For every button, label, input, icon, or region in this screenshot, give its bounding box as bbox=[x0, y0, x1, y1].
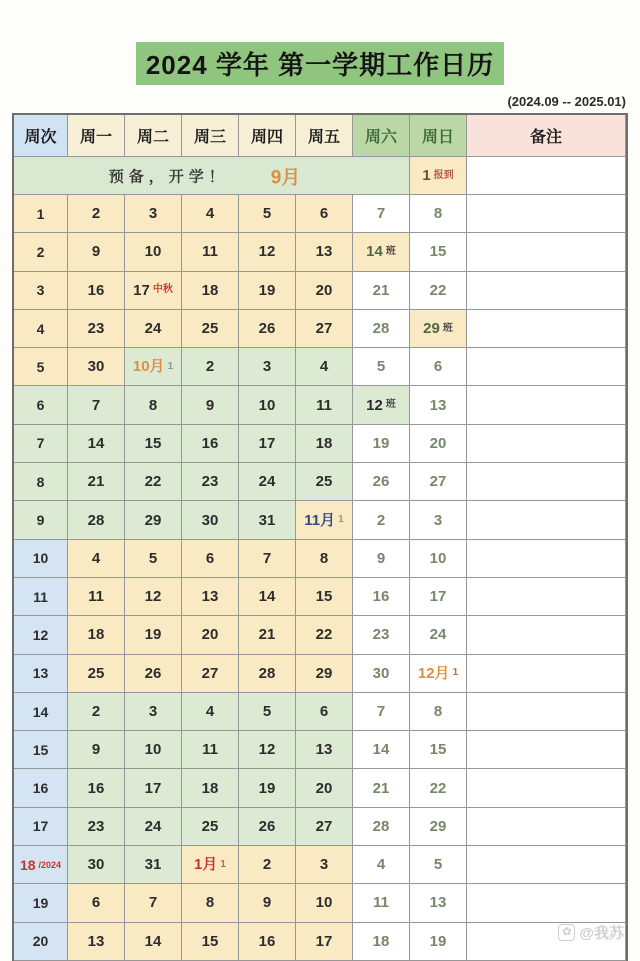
day-cell: 28 bbox=[68, 501, 125, 539]
day-cell: 31 bbox=[239, 501, 296, 539]
day-header-5: 周五 bbox=[296, 115, 353, 157]
work-calendar-table bbox=[12, 113, 628, 961]
day-cell: 3 bbox=[410, 501, 467, 539]
day-cell: 14 bbox=[125, 923, 182, 961]
day-cell: 2 bbox=[182, 348, 239, 386]
day-cell: 28 bbox=[353, 808, 410, 846]
watermark bbox=[558, 922, 624, 943]
day-cell: 3 bbox=[239, 348, 296, 386]
day-cell: 3 bbox=[125, 693, 182, 731]
note-cell bbox=[467, 348, 626, 386]
day-cell: 19 bbox=[125, 616, 182, 654]
day-cell: 29 班 bbox=[410, 310, 467, 348]
day-cell: 8 bbox=[410, 693, 467, 731]
day-cell: 15 bbox=[125, 425, 182, 463]
day-cell: 19 bbox=[239, 769, 296, 807]
note-cell bbox=[467, 310, 626, 348]
day-cell: 17 bbox=[239, 425, 296, 463]
note-cell bbox=[467, 463, 626, 501]
day-cell: 16 bbox=[68, 769, 125, 807]
day-cell: 8 bbox=[296, 540, 353, 578]
note-cell bbox=[467, 386, 626, 424]
day-cell: 18 bbox=[68, 616, 125, 654]
day-header-7: 周日 bbox=[410, 115, 467, 157]
day-cell: 7 bbox=[353, 195, 410, 233]
week-number-cell: 12 bbox=[14, 616, 68, 654]
day-cell: 25 bbox=[68, 655, 125, 693]
week-number-cell: 17 bbox=[14, 808, 68, 846]
day-cell: 20 bbox=[410, 425, 467, 463]
date-range-subtitle: (2024.09 -- 2025.01) bbox=[507, 94, 626, 109]
note-cell bbox=[467, 157, 626, 195]
day-cell: 2 bbox=[68, 693, 125, 731]
day-cell: 12 班 bbox=[353, 386, 410, 424]
day-cell: 6 bbox=[182, 540, 239, 578]
day-cell: 21 bbox=[353, 272, 410, 310]
day-cell: 29 bbox=[410, 808, 467, 846]
day-cell: 10 bbox=[410, 540, 467, 578]
day-cell: 22 bbox=[296, 616, 353, 654]
day-cell: 20 bbox=[296, 769, 353, 807]
day-cell: 17 bbox=[125, 769, 182, 807]
day-cell: 30 bbox=[182, 501, 239, 539]
day-cell: 9 bbox=[68, 233, 125, 271]
day-cell: 13 bbox=[410, 386, 467, 424]
day-cell: 14 bbox=[68, 425, 125, 463]
note-cell bbox=[467, 693, 626, 731]
day-cell: 17 bbox=[296, 923, 353, 961]
day-cell: 29 bbox=[296, 655, 353, 693]
paw-logo-icon: ✿ bbox=[558, 924, 575, 941]
day-cell: 21 bbox=[353, 769, 410, 807]
day-cell: 10 bbox=[125, 731, 182, 769]
note-cell bbox=[467, 655, 626, 693]
note-cell bbox=[467, 540, 626, 578]
day-cell: 11 bbox=[296, 386, 353, 424]
day-cell: 27 bbox=[410, 463, 467, 501]
day-cell: 6 bbox=[68, 884, 125, 922]
week-number-cell: 14 bbox=[14, 693, 68, 731]
week-number-cell: 5 bbox=[14, 348, 68, 386]
week-number-cell: 15 bbox=[14, 731, 68, 769]
day-cell: 23 bbox=[353, 616, 410, 654]
note-cell bbox=[467, 731, 626, 769]
day-cell: 23 bbox=[182, 463, 239, 501]
day-cell: 6 bbox=[296, 693, 353, 731]
week-year-sub: /2024 bbox=[38, 859, 62, 870]
day-cell: 24 bbox=[125, 310, 182, 348]
day-cell: 4 bbox=[296, 348, 353, 386]
day-cell: 16 bbox=[239, 923, 296, 961]
day-cell: 13 bbox=[68, 923, 125, 961]
week-number-cell: 3 bbox=[14, 272, 68, 310]
day-cell: 30 bbox=[68, 846, 125, 884]
week-number-cell: 7 bbox=[14, 425, 68, 463]
day-cell: 4 bbox=[182, 693, 239, 731]
day-header-1: 周一 bbox=[68, 115, 125, 157]
month-banner-cell: 预备，开学！ 9月 bbox=[14, 157, 410, 195]
day-cell: 24 bbox=[410, 616, 467, 654]
day-cell: 18 bbox=[296, 425, 353, 463]
day-cell: 16 bbox=[353, 578, 410, 616]
day-cell: 25 bbox=[182, 808, 239, 846]
day-cell: 24 bbox=[239, 463, 296, 501]
day-cell: 15 bbox=[296, 578, 353, 616]
week-number-cell: 1 bbox=[14, 195, 68, 233]
day-cell: 6 bbox=[296, 195, 353, 233]
title-bar bbox=[0, 42, 640, 85]
day-cell: 2 bbox=[68, 195, 125, 233]
day-cell: 7 bbox=[239, 540, 296, 578]
day-header-6: 周六 bbox=[353, 115, 410, 157]
day-cell: 10 bbox=[239, 386, 296, 424]
day-cell: 1月 1 bbox=[182, 846, 239, 884]
day-cell: 11 bbox=[182, 233, 239, 271]
day-cell: 26 bbox=[239, 808, 296, 846]
day-cell: 2 bbox=[239, 846, 296, 884]
day-cell: 16 bbox=[182, 425, 239, 463]
week-number-cell: 18 /2024 bbox=[14, 846, 68, 884]
day-cell: 19 bbox=[410, 923, 467, 961]
week-number-cell: 2 bbox=[14, 233, 68, 271]
day-cell: 4 bbox=[68, 540, 125, 578]
day-cell: 7 bbox=[125, 884, 182, 922]
day-cell: 30 bbox=[353, 655, 410, 693]
week-col-header: 周次 bbox=[14, 115, 68, 157]
week-number-cell: 13 bbox=[14, 655, 68, 693]
note-cell bbox=[467, 501, 626, 539]
day-cell: 5 bbox=[125, 540, 182, 578]
day-cell: 6 bbox=[410, 348, 467, 386]
day-cell: 13 bbox=[410, 884, 467, 922]
day-cell: 21 bbox=[239, 616, 296, 654]
day-cell: 22 bbox=[410, 272, 467, 310]
day-cell: 22 bbox=[410, 769, 467, 807]
day-cell: 3 bbox=[296, 846, 353, 884]
week-number-cell: 4 bbox=[14, 310, 68, 348]
day-cell: 14 bbox=[353, 731, 410, 769]
week-number-cell: 6 bbox=[14, 386, 68, 424]
day-cell: 5 bbox=[410, 846, 467, 884]
day-cell: 30 bbox=[68, 348, 125, 386]
note-cell bbox=[467, 616, 626, 654]
note-cell bbox=[467, 425, 626, 463]
day-header-4: 周四 bbox=[239, 115, 296, 157]
day-cell: 13 bbox=[296, 731, 353, 769]
page-title: 2024 学年 第一学期工作日历 bbox=[136, 42, 504, 85]
day-cell: 10 bbox=[296, 884, 353, 922]
day-cell: 14 bbox=[239, 578, 296, 616]
day-header-2: 周二 bbox=[125, 115, 182, 157]
day-header-3: 周三 bbox=[182, 115, 239, 157]
day-cell: 11月 1 bbox=[296, 501, 353, 539]
month-row-sunday-cell: 1 报到 bbox=[410, 157, 467, 195]
day-cell: 15 bbox=[182, 923, 239, 961]
week-number-cell: 19 bbox=[14, 884, 68, 922]
day-cell: 10 bbox=[125, 233, 182, 271]
note-cell bbox=[467, 195, 626, 233]
day-cell: 28 bbox=[239, 655, 296, 693]
day-cell: 27 bbox=[296, 808, 353, 846]
note-cell bbox=[467, 233, 626, 271]
day-cell: 18 bbox=[182, 769, 239, 807]
note-cell bbox=[467, 808, 626, 846]
watermark-text: @我苏 bbox=[579, 925, 624, 942]
day-cell: 22 bbox=[125, 463, 182, 501]
day-cell: 7 bbox=[353, 693, 410, 731]
note-cell bbox=[467, 578, 626, 616]
day-cell: 15 bbox=[410, 731, 467, 769]
day-cell: 21 bbox=[68, 463, 125, 501]
day-cell: 27 bbox=[296, 310, 353, 348]
day-cell: 11 bbox=[353, 884, 410, 922]
day-cell: 18 bbox=[353, 923, 410, 961]
day-cell: 23 bbox=[68, 310, 125, 348]
day-cell: 31 bbox=[125, 846, 182, 884]
day-cell: 20 bbox=[182, 616, 239, 654]
day-cell: 11 bbox=[68, 578, 125, 616]
week-number-cell: 10 bbox=[14, 540, 68, 578]
day-cell: 9 bbox=[239, 884, 296, 922]
note-header: 备注 bbox=[467, 115, 626, 157]
day-cell: 5 bbox=[353, 348, 410, 386]
day-cell: 17 中秋 bbox=[125, 272, 182, 310]
day-cell: 16 bbox=[68, 272, 125, 310]
day-cell: 28 bbox=[353, 310, 410, 348]
week-number-cell: 16 bbox=[14, 769, 68, 807]
note-cell bbox=[467, 272, 626, 310]
day-cell: 3 bbox=[125, 195, 182, 233]
day-cell: 29 bbox=[125, 501, 182, 539]
day-cell: 8 bbox=[182, 884, 239, 922]
day-cell: 26 bbox=[125, 655, 182, 693]
day-cell: 11 bbox=[182, 731, 239, 769]
day-cell: 24 bbox=[125, 808, 182, 846]
day-cell: 14 班 bbox=[353, 233, 410, 271]
day-cell: 19 bbox=[239, 272, 296, 310]
day-cell: 5 bbox=[239, 693, 296, 731]
day-cell: 9 bbox=[182, 386, 239, 424]
day-cell: 10月 1 bbox=[125, 348, 182, 386]
note-cell bbox=[467, 884, 626, 922]
week-number-cell: 8 bbox=[14, 463, 68, 501]
day-cell: 8 bbox=[125, 386, 182, 424]
day-cell: 9 bbox=[353, 540, 410, 578]
week-number-cell: 20 bbox=[14, 923, 68, 961]
day-cell: 12 bbox=[125, 578, 182, 616]
day-cell: 2 bbox=[353, 501, 410, 539]
day-cell: 12 bbox=[239, 233, 296, 271]
day-cell: 27 bbox=[182, 655, 239, 693]
day-cell: 26 bbox=[239, 310, 296, 348]
day-cell: 20 bbox=[296, 272, 353, 310]
day-cell: 9 bbox=[68, 731, 125, 769]
day-cell: 12 bbox=[239, 731, 296, 769]
note-cell bbox=[467, 846, 626, 884]
day-cell: 25 bbox=[182, 310, 239, 348]
day-cell: 5 bbox=[239, 195, 296, 233]
day-cell: 18 bbox=[182, 272, 239, 310]
day-cell: 4 bbox=[182, 195, 239, 233]
day-cell: 13 bbox=[182, 578, 239, 616]
week-number-cell: 11 bbox=[14, 578, 68, 616]
week-number-cell: 9 bbox=[14, 501, 68, 539]
day-cell: 4 bbox=[353, 846, 410, 884]
day-cell: 23 bbox=[68, 808, 125, 846]
day-cell: 19 bbox=[353, 425, 410, 463]
day-cell: 26 bbox=[353, 463, 410, 501]
day-cell: 7 bbox=[68, 386, 125, 424]
day-cell: 12月 1 bbox=[410, 655, 467, 693]
day-cell: 25 bbox=[296, 463, 353, 501]
day-cell: 15 bbox=[410, 233, 467, 271]
day-cell: 13 bbox=[296, 233, 353, 271]
note-cell bbox=[467, 769, 626, 807]
day-cell: 8 bbox=[410, 195, 467, 233]
day-cell: 17 bbox=[410, 578, 467, 616]
